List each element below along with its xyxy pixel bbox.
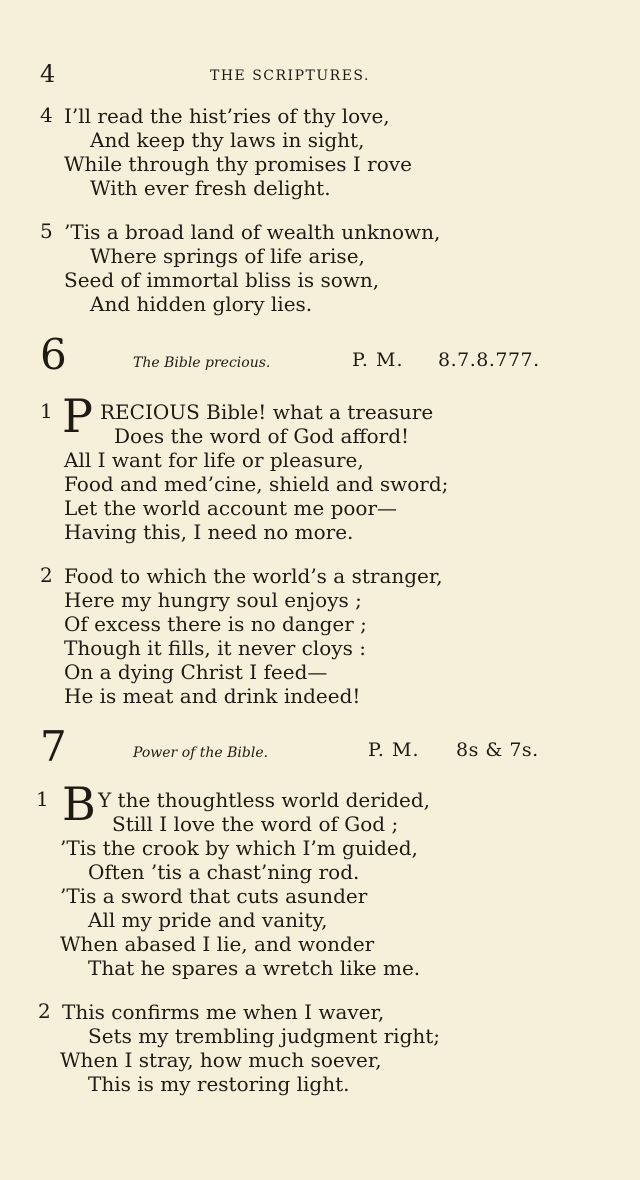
verse-line: Of excess there is no danger ; bbox=[64, 612, 367, 636]
verse-line: Does the word of God afford! bbox=[114, 424, 410, 448]
hymn-number: 7 bbox=[40, 722, 67, 771]
drop-cap: P bbox=[62, 389, 93, 443]
verse-line: Where springs of life arise, bbox=[90, 244, 365, 268]
verse-number: 2 bbox=[40, 563, 53, 587]
verse-line: Seed of immortal bliss is sown, bbox=[64, 268, 380, 292]
verse-line: And keep thy laws in sight, bbox=[90, 128, 365, 152]
verse-line: This confirms me when I waver, bbox=[62, 1000, 385, 1024]
verse-line: ’Tis a sword that cuts asunder bbox=[60, 884, 368, 908]
verse-line: All I want for life or pleasure, bbox=[64, 448, 364, 472]
verse-line: Though it fills, it never cloys : bbox=[64, 636, 366, 660]
running-title: THE SCRIPTURES. bbox=[210, 68, 370, 84]
verse-line: Having this, I need no more. bbox=[64, 520, 354, 544]
meter-label: P. M. bbox=[352, 349, 404, 371]
verse-line: While through thy promises I rove bbox=[64, 152, 412, 176]
page-number: 4 bbox=[40, 60, 56, 88]
hymn-title: Power of the Bible. bbox=[133, 745, 269, 761]
verse-line: ’Tis the crook by which I’m guided, bbox=[60, 836, 418, 860]
verse-line: Food and med’cine, shield and sword; bbox=[64, 472, 449, 496]
hymn-number: 6 bbox=[40, 330, 67, 379]
verse-line: Let the world account me poor— bbox=[64, 496, 398, 520]
verse-line: Y the thoughtless world derided, bbox=[98, 788, 431, 812]
verse-line: When I stray, how much soever, bbox=[60, 1048, 382, 1072]
verse-number: 1 bbox=[36, 787, 49, 811]
verse-line: Here my hungry soul enjoys ; bbox=[64, 588, 362, 612]
verse-number: 4 bbox=[40, 103, 53, 127]
verse-line: Still I love the word of God ; bbox=[112, 812, 399, 836]
verse-line: This is my restoring light. bbox=[88, 1072, 350, 1096]
verse-line: ’Tis a broad land of wealth unknown, bbox=[64, 220, 441, 244]
verse-number: 1 bbox=[40, 399, 53, 423]
meter-value: 8.7.8.777. bbox=[438, 349, 540, 371]
verse-number: 2 bbox=[38, 999, 51, 1023]
drop-cap: B bbox=[62, 777, 96, 831]
verse-line: RECIOUS Bible! what a treasure bbox=[100, 400, 434, 424]
verse-line: On a dying Christ I feed— bbox=[64, 660, 328, 684]
verse-line: When abased I lie, and wonder bbox=[60, 932, 375, 956]
verse-number: 5 bbox=[40, 219, 53, 243]
meter-label: P. M. bbox=[368, 739, 420, 761]
verse-line: All my pride and vanity, bbox=[88, 908, 328, 932]
hymn-title: The Bible precious. bbox=[133, 355, 271, 371]
verse-line: I’ll read the hist’ries of thy love, bbox=[64, 104, 390, 128]
verse-line: Food to which the world’s a stranger, bbox=[64, 564, 443, 588]
verse-line: Often ’tis a chast’ning rod. bbox=[88, 860, 360, 884]
verse-line: And hidden glory lies. bbox=[90, 292, 313, 316]
verse-line: That he spares a wretch like me. bbox=[88, 956, 421, 980]
meter-value: 8s & 7s. bbox=[456, 739, 539, 761]
verse-line: With ever fresh delight. bbox=[90, 176, 331, 200]
verse-line: Sets my trembling judgment right; bbox=[88, 1024, 441, 1048]
verse-line: He is meat and drink indeed! bbox=[64, 684, 361, 708]
